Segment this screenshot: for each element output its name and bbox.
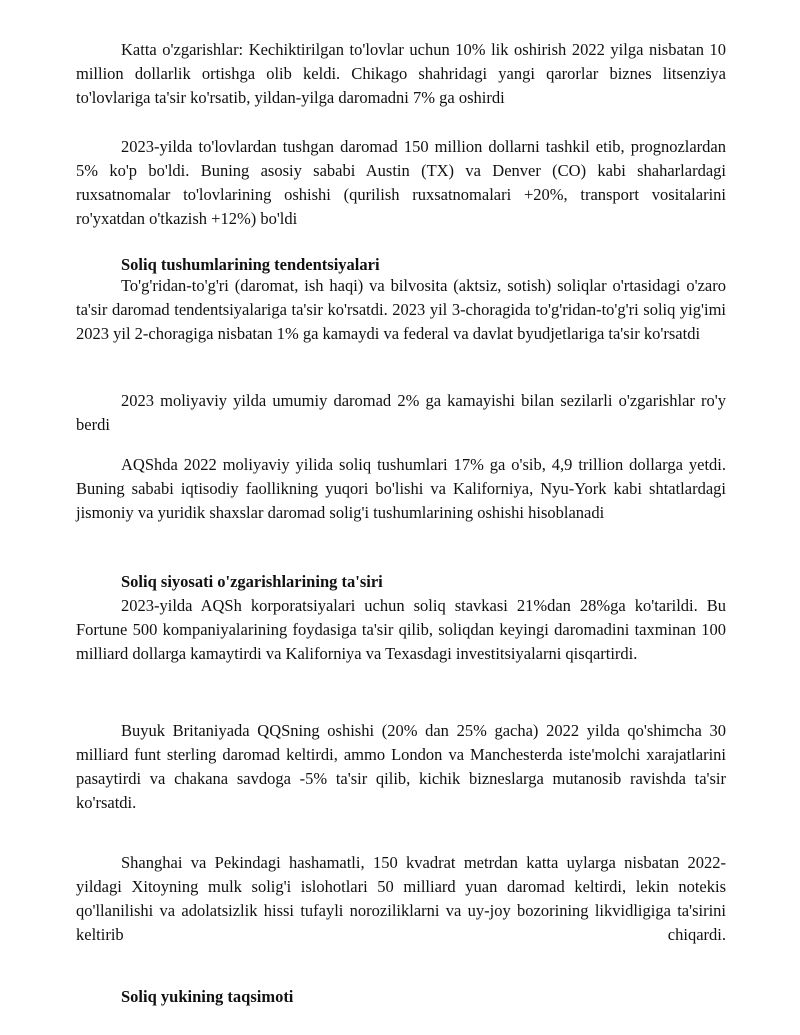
paragraph-china-property-tax: Shanghai va Pekindagi hashamatli, 150 kvadrat metrdan katta uylarga nisbatan 2022-yildagi Xitoyning mulk solig'i islohotlari 50 milliard yuan daromad keltirdi, lekin notekis qo'llanilishi va adolatsizlik hissi tufayli noroziliklarni va uy-joy bozorining likvidligiga ta'sirini keltirib chiqardi.	[76, 853, 726, 944]
paragraph-total-revenue-decline: 2023 moliyaviy yilda umumiy daromad 2% ga kamayishi bilan sezilarli o'zgarishlar ro'y berdi	[76, 391, 726, 434]
heading-tax-revenue-trends: Soliq tushumlarining tendentsiyalari	[121, 255, 380, 274]
heading-tax-policy-impact: Soliq siyosati o'zgarishlarining ta'siri	[121, 572, 383, 591]
paragraph-us-corporate-tax: 2023-yilda AQSh korporatsiyalari uchun soliq stavkasi 21%dan 28%ga ko'tarildi. Bu Fortune 500 kompaniyalarining foydasiga ta'sir qilib, soliqdan keyingi daromadini taxminan 100 milliard dollarga kamaytirdi va Kaliforniya va Texasdagi investitsiyalarni qisqartirdi.	[76, 596, 726, 663]
paragraph-direct-indirect-taxes: To'g'ridan-to'g'ri (daromat, ish haqi) va bilvosita (aktsiz, sotish) soliqlar o'rtasidagi o'zaro ta'sir daromad tendentsiyalariga ta'sir ko'rsatdi. 2023 yil 3-choragida to'g'ridan-to'g'ri soliq yig'imi 2023 yil 2-choragiga nisbatan 1% ga kamaydi va federal va davlat byudjetlariga ta'sir ko'rsatdi	[76, 276, 726, 343]
paragraph-late-payments: Katta o'zgarishlar: Kechiktirilgan to'lovlar uchun 10% lik oshirish 2022 yilga nisbatan 10 million dollarlik ortishga olib keldi. Chikago shahridagi yangi qarorlar biznes litsenziya to'lovlariga ta'sir ko'rsatib, yildan-yilga daromadni 7% ga oshirdi	[76, 40, 726, 107]
paragraph-uk-vat: Buyuk Britaniyada QQSning oshishi (20% dan 25% gacha) 2022 yilda qo'shimcha 30 milliard funt sterling daromad keltirdi, ammo London va Manchesterda iste'molchi xarajatlarini pasaytirdi va chakana savdoga -5% ta'sir qilib, kichik bizneslarga mutanosib ravishda ta'sir ko'rsatdi.	[76, 721, 726, 812]
paragraph-us-tax-receipts: AQShda 2022 moliyaviy yilida soliq tushumlari 17% ga o'sib, 4,9 trillion dollarga yetdi. Buning sababi iqtisodiy faollikning yuqori bo'lishi va Kaliforniya, Nyu-York kabi shtatlardagi jismoniy va yuridik shaxslar daromad solig'i tushumlarining oshishi hisoblanadi	[76, 455, 726, 522]
heading-tax-burden-distribution: Soliq yukining taqsimoti	[121, 987, 294, 1006]
paragraph-fee-revenue-2023: 2023-yilda to'lovlardan tushgan daromad 150 million dollarni tashkil etib, prognozlardan 5% ko'p bo'ldi. Buning asosiy sababi Austin (TX) va Denver (CO) kabi shaharlardagi ruxsatnomalar to'lovlarining oshishi (qurilish ruxsatnomalari +20%, transport vositalarini ro'yxatdan o'tkazish +12%) bo'ldi	[76, 137, 726, 228]
